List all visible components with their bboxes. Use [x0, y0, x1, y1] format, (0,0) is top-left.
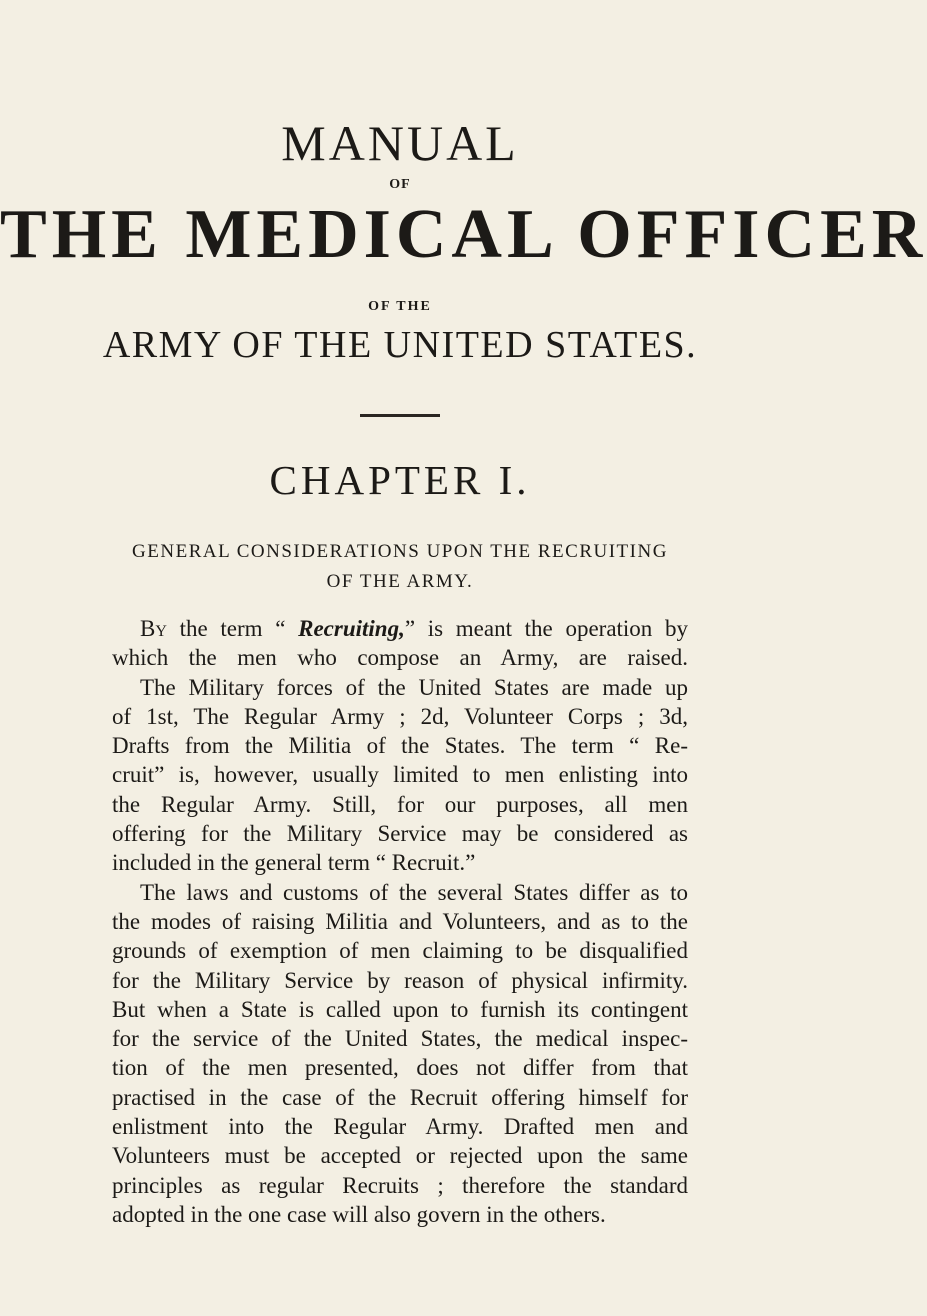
text-line: practised in the case of the Recruit offering himself for [112, 1084, 688, 1110]
text-line-first [112, 614, 688, 643]
text-line: The laws and customs of the several States differ as to [140, 879, 688, 905]
first-line-pre: the term “ [166, 616, 299, 641]
text-line: which the men who compose an Army, are raised. [112, 645, 688, 671]
chapter-heading: CHAPTER I. [269, 457, 531, 503]
text-line: principles as regular Recruits ; therefore the standard [112, 1172, 688, 1198]
title-of: OF [389, 177, 411, 192]
text-line: for the Military Service by reason of physical infirmity. [112, 967, 688, 993]
text-line: But when a State is called upon to furnish its contingent [112, 996, 688, 1022]
text-line: The Military forces of the United States are made up [140, 674, 688, 700]
text-line: for the service of the United States, the medical inspec- [112, 1026, 688, 1052]
text-line: cruit” is, however, usually limited to men enlisting into [112, 762, 688, 788]
text-line: adopted in the one case will also govern in the others. [112, 1201, 606, 1227]
text-line: the Regular Army. Still, for our purposes, all men [112, 791, 688, 817]
text-line: Volunteers must be accepted or rejected upon the same [112, 1143, 688, 1169]
text-line: offering for the Military Service may be considered as [112, 821, 688, 847]
title-of-the: OF THE [368, 299, 432, 314]
text-line: grounds of exemption of men claiming to be disqualified [112, 938, 688, 964]
text-line: the modes of raising Militia and Volunteers, and as to the [112, 908, 688, 934]
body-text [112, 614, 688, 1229]
text-line: of 1st, The Regular Army ; 2d, Volunteer Corps ; 3d, [112, 703, 688, 729]
text-line: Drafts from the Militia of the States. The term “ Re- [112, 733, 688, 759]
chapter-subheading-line-2: OF THE ARMY. [326, 571, 474, 592]
text-line: tion of the men presented, does not differ from that [112, 1055, 688, 1081]
chapter-subheading-line-1: GENERAL CONSIDERATIONS UPON THE RECRUITING [132, 541, 668, 562]
section-divider [360, 414, 440, 417]
title-manual: MANUAL [281, 115, 519, 171]
text-line: included in the general term “ Recruit.” [112, 850, 476, 876]
title-army-line: ARMY OF THE UNITED STATES. [102, 324, 698, 366]
opening-word: By [140, 616, 167, 641]
first-line-post: ” is meant the operation by [404, 616, 688, 641]
main-title: THE MEDICAL OFFICER [0, 196, 927, 273]
text-line: enlistment into the Regular Army. Drafted men and [112, 1114, 688, 1140]
term-recruiting: Recruiting, [298, 616, 405, 641]
